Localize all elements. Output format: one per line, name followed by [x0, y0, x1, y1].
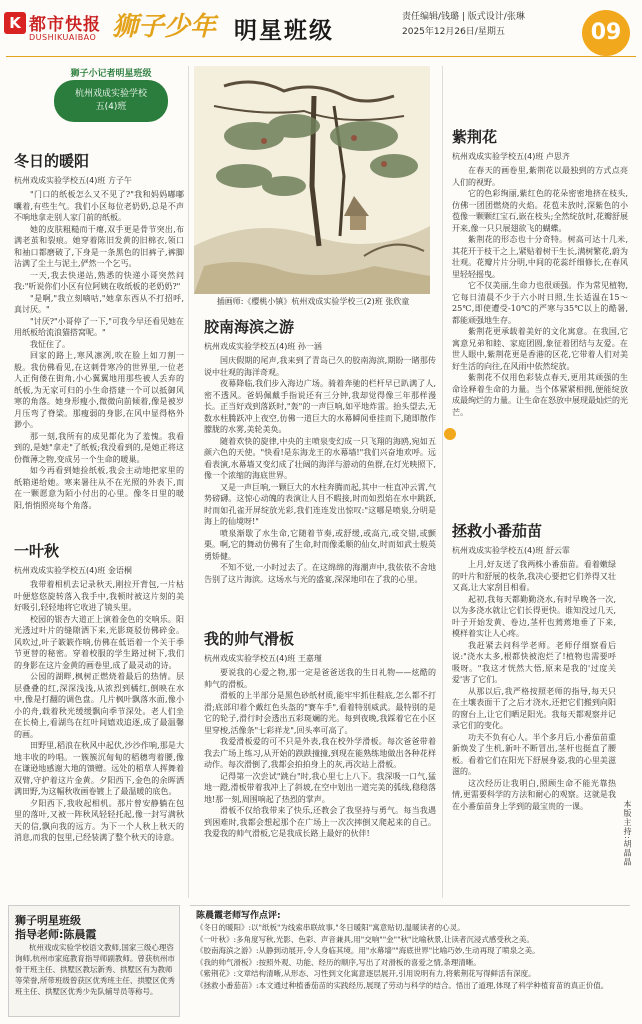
- article-body: [452, 165, 628, 418]
- column-divider: [442, 66, 443, 898]
- paragraph: 她的皮肤粗糙而干瘪,双手更是骨节突出,布满老茧和裂痕。她穿着陈旧发黄的旧棉衣,领口和袖口都磨破了,下身是一条黑色的旧裤子,裤脚沾满了尘土与泥土,俨然一个乞丐。: [14, 224, 184, 268]
- paragraph: 它不仅美丽,生命力也很顽强。作为常见植物,它每日清晨不少于六小时日照,生长适温在15～25℃,即使遭受-10℃的严寒与35℃以上的酷暑,都能顽强地生存。: [452, 281, 628, 325]
- illustration-caption: 插画师:《樱桃小镇》杭州戏成实验学校三(2)班 张欣童: [216, 297, 410, 306]
- column-title: 明星班级: [234, 17, 334, 44]
- brand-title: 狮子少年: [112, 12, 217, 42]
- comment-item: 《胶南海滨之游》:从静到动展开,令人身临其境。用"水幕墙""海底世界"比喻巧妙,生动再现了喷泉之美。: [196, 946, 540, 955]
- paragraph: 紫荆花的形态也十分奇特。树高可达十几米,其花开于枝干之上,紧贴着树干生长,满树繁花,蔚为壮观。花瓣片片分明,中间的花蕊纤细修长,在春风里轻轻摇曳。: [452, 235, 628, 279]
- article-skateboard: [204, 628, 436, 898]
- article-title: 拯救小番茄苗: [452, 522, 543, 540]
- paragraph: 要说我的心爱之物,那一定是爸爸送我的生日礼物——炫酷的帅气的滑板。: [204, 668, 436, 689]
- paragraph: "是啊,"我立刻嘀咕,"她拿东西从不打招呼,真讨厌。": [14, 293, 184, 314]
- article-winter-sun: [14, 150, 184, 530]
- paragraph: 回家的路上,寒风凛冽,吹在脸上如刀割一般。我仿佛看见,在这刺骨寒冷的世界里,一位老人正佝偻在街角,小心翼翼地用那些被人丢弃的纸板,为无家可归的小生命搭建一个可以抵御风寒的角落。她身形瘦小,微微向前倾着,像是被岁月压弯了脊梁。那瘦弱的身影,在风中显得格外渺小。: [14, 351, 184, 429]
- paragraph: 我爱滑板爱的可不只是外表,我在校外学滑板。每次爸爸带着我去广场上练习,从开始的跌跌撞撞,到现在能熟练地做出各种花样动作。每次滑倒了,我都会拍拍身上的灰,再次站上滑板。: [204, 737, 436, 769]
- paragraph: 国庆假期的尾声,我来到了青岛已久的胶南海滨,期盼一睹那传说中壮观的海洋奇观。: [204, 356, 436, 377]
- comment-item: 《冬日的暖阳》:以"纸板"为线索串联故事,"冬日暖阳"寓意贴切,温暖读者的心灵。: [196, 923, 465, 932]
- paragraph: "讨厌?"小哥停了一下,"可我今早还看见她在用纸板给流浪猫搭窝呢。": [14, 316, 184, 337]
- paragraph: 夕阳西下,我收起相机。那片曾安静躺在包里的落叶,又被一阵秋风轻轻托起,像一封写满秋天的信,飘向我的远方。为下一个人秋上秋天的消息,而我的包里,已经装满了整个秋天的诗意。: [14, 798, 184, 842]
- paragraph: 起初,我每天都勤勤浇水,有时早晚各一次,以为多浇水就让它们长得更快。谁知没过几天,叶子开始发黄、卷边,茎杆也蔫蔫地垂了下来,模样着实让人心疼。: [452, 594, 616, 638]
- article-body: [14, 579, 184, 844]
- article-author: 杭州戏成实验学校五(4)班 孙一涵: [204, 342, 322, 351]
- paragraph: 记得第一次尝试"跳台"时,我心里七上八下。我深吸一口气,猛地一蹬,滑板带着我冲上了斜坡,在空中划出一道完美的弧线,稳稳落地!那一刻,周围响起了热烈的掌声。: [204, 771, 436, 804]
- article-title: 一叶秋: [14, 542, 60, 560]
- article-body: [452, 559, 616, 812]
- illustration-painting: [194, 66, 430, 294]
- column-divider: [188, 66, 189, 898]
- paragraph: 我怔住了。: [30, 339, 70, 349]
- article-autumn-leaf: [14, 540, 184, 898]
- paragraph: 紫荆花不仅用色彩装点春天,更用其顽强的生命诠释着生命的力量。当个体紧紧相拥,便能绽放成最绚烂的力量。让生命在怒放中展现最灿烂的光芒。: [452, 373, 628, 417]
- paragraph: 一天,我去快递站,熟悉的快递小哥突然问我:"听说你们小区有位阿姨在收纸板的老奶奶?": [14, 270, 184, 291]
- paragraph: 夜幕降临,我们步入海边广场。骑着奔驰的栏杆早已趴满了人,密不透风。爸妈佩戴手指说还有三分钟,我却觉得像三年那样漫长。正当好戏到落跃时,"轰"的一声巨响,如平地炸雷。抬头望去,无数水柱腾跃冲上夜空,仿佛一道巨大的水幕瞬间垂挂而下,随即散作朦胧的水雾,美轮美奂。: [204, 379, 436, 434]
- paragraph: 滑板不仅给我带来了快乐,还教会了我坚持与勇气。每当我遇到困难时,我都会想起那个在广场上一次次摔倒又爬起来的自己。我爱我的帅气滑板,它是我成长路上最好的伙伴!: [204, 806, 436, 838]
- teacher-profile: [8, 905, 180, 1017]
- paragraph: 如今再看到她捡纸板,我会主动地把家里的纸箱递给她。寒来暑往从不在光照的外表下,而在一颗愿意为陌小付出的心里。像冬日里的暖阳,悄悄照亮每个角落。: [14, 466, 184, 510]
- logo-chinese: 都市快报: [29, 15, 101, 35]
- teacher-name: 指导老师:陈晨霞: [15, 928, 97, 941]
- paragraph: 随着欢快的旋律,中央的主喷泉变幻成一只飞翔的海鸥,宛如五颜六色的天使。"快看!是东海龙王的水幕墙!"我们兴奋地欢呼。远看表演,水幕墙又变幻成了壮阔的海洋与游动的鱼群,在灯光映照下,像一个浓缩的海底世界。: [204, 436, 436, 480]
- article-author: 杭州戏成实验学校五(4)班 卢思齐: [452, 152, 570, 161]
- teacher-comments: [190, 905, 630, 1017]
- paragraph: 在春天的画卷里,紫荆花以最独到的方式点亮人们的视野。: [452, 166, 628, 187]
- article-author: 杭州戏成实验学校五(4)班 王嘉瑾: [204, 654, 322, 663]
- editor-credit: 责任编辑/钱璐 | 版式设计/张琳: [402, 12, 525, 22]
- article-title: 我的帅气滑板: [204, 630, 295, 648]
- article-tomato: [452, 520, 616, 898]
- newspaper-logo: [4, 10, 110, 52]
- paragraph: 校园的银杏大道正上演着金色的交响乐。阳光透过叶片的缝隙洒下来,光影斑驳仿佛碎金。风吹过,叶子簌簌作响,仿佛在低语着一个关于季节更替的秘密。穿着校服的学生路过树下,我们的身影在这片金黄的画卷里,成了最灵动的诗。: [14, 614, 184, 670]
- comment-item: 《一叶秋》:多角度写秋,光影、色彩、声音兼具,用"交响""金""秋"比喻秋景,让读者沉浸式感受秋之美。: [196, 934, 534, 944]
- editor-host-label: 本版主持:胡晶晶: [623, 800, 632, 867]
- article-title: 紫荆花: [452, 128, 498, 146]
- paragraph: "门口的纸板怎么又不见了?"我和妈妈嘟嘟囔着,有些生气。我们小区每位老奶奶,总是不声不响地拿走别人家门前的纸板。: [14, 190, 184, 222]
- issue-date: 2025年12月26日/星期五: [402, 27, 505, 37]
- article-author: 杭州戏成实验学校五(4)班 金语桐: [14, 566, 132, 575]
- paragraph: 我赶紧去问科学老师。老师仔细察看后说:"浇水太多,根都快被泡烂了!植物也需要呼吸呀。"我这才恍然大悟,原来是我的'过度关爱'害了它们。: [452, 640, 616, 684]
- header-divider: [6, 56, 636, 57]
- article-body: [204, 667, 436, 840]
- article-body: [14, 189, 184, 511]
- paragraph: 我带着相机去记录秋天,刚拉开背包,一片枯叶便悠悠旋转落入我手中,我顿时被这片刻的美好吸引,轻轻地将它收进了镜头里。: [14, 580, 184, 612]
- paragraph: 又是一声巨响,一颗巨大的水柱奔腾而起,其中一柱直冲云霄,气势磅礴。这惊心动魄的表演让人目不暇接,时而如烈焰在水中跳跃,时而如孔雀开屏绽放光彩,我们连连发出惊叹:"这哪是喷泉,分明是海上的仙境呀!": [204, 482, 436, 526]
- paragraph: 功夫不负有心人。半个多月后,小番茄苗重新焕发了生机,新叶不断冒出,茎杆也挺直了腰板。看着它们在阳光下舒展身姿,我的心里美滋滋的。: [452, 732, 616, 776]
- paragraph: 这次经历让我明白,照顾生命不能光靠热情,更需要科学的方法和耐心的观察。这就是我在小番茄苗身上学到的最宝贵的一课。: [452, 778, 616, 811]
- article-crape-myrtle: [452, 126, 628, 506]
- paragraph: 那一刻,我所有的成见都化为了羞愧。我看到的,是她"拿走"了纸板;我没看到的,是她正将这份微薄之物,变成另一个生命的暖巢。: [14, 431, 184, 464]
- comment-item: 《紫荆花》:文章结构清晰,从形态、习性到文化寓意逐层展开,引用说明有力,将紫荆花写得鲜活有深度。: [196, 969, 536, 978]
- article-author: 杭州戏成实验学校五(4)班 方子午: [14, 176, 132, 185]
- paragraph: 滑板的上半部分是黑色砂纸材质,能牢牢抓住鞋底,怎么都不打滑;底部印着个戴红色头盔的"赛车手",看着特别威武。最特别的是它的轮子,滑行时会透出五彩斑斓的光。每到夜晚,我踩着它在小区里穿梭,活像条"七彩祥龙",回头率可高了。: [204, 691, 436, 735]
- paragraph: 从那以后,我严格按照老师的指导,每天只在土壤表面干了之后才浇水,还把它们搬到向阳的窗台上,让它们晒足阳光。我每天都观察并记录它们的变化。: [452, 686, 616, 730]
- teacher-bio: 杭州戏成实验学校语文教师,国家三级心理咨询师,杭州市家庭教育指导师副教师。曾获杭州市骨干班主任、拱墅区教坛新秀、拱墅区有为教师等荣誉,所带班级曾获区优秀班主任、拱墅区优秀班主任、拱墅区优秀少先队辅导员等称号。: [15, 943, 175, 996]
- article-title: 胶南海滨之游: [204, 318, 295, 336]
- paragraph: 它的色彩绚丽,紫红色的花朵密密地挤在枝头,仿佛一团团燃烧的火焰。花苞未放时,深紫色的小苞像一颗颗红宝石,嵌在枝头;全然绽放时,花瓣舒展开来,像一只只展翅欲飞的蝴蝶。: [452, 189, 628, 233]
- badge-cloud: [54, 80, 168, 122]
- logo-english: DUSHIKUAIBAO: [29, 33, 97, 42]
- paragraph: 上月,好友送了我两株小番茄苗。看着嫩绿的叶片和舒展的枝条,我决心要把它们养得又壮又高,让大家刮目相看。: [452, 560, 616, 592]
- paragraph: 不知不觉,一小时过去了。在这绵绵的海潮声中,我依依不舍地告别了这片海滨。这场水与光的盛宴,深深地印在了我的心里。: [204, 563, 436, 584]
- comment-item: 《拯救小番茄苗》:本文通过种植番茄苗的实践经历,展现了劳动与科学的结合。悟出了道理,体现了科学种植育苗的真正价值。: [196, 980, 609, 990]
- comments-title: 陈晨霞老师写作点评:: [196, 911, 281, 921]
- article-jiaonan-beach: [204, 316, 436, 616]
- badge-title: 狮子小记者明星班级: [70, 69, 152, 79]
- article-body: [204, 355, 436, 585]
- page-number: 09: [582, 10, 630, 56]
- logo-icon: K: [4, 12, 26, 34]
- class-badge: [36, 66, 186, 124]
- paragraph: 喷泉渐歇了水生命,它随着节奏,或舒缓,或高亢,或交错,或颤栗。啊,它的舞动仿佛有了生命,时而像柔顺的仙女,时而如武士般英勇矫健。: [204, 528, 436, 561]
- article-title: 冬日的暖阳: [14, 152, 90, 170]
- article-author: 杭州戏成实验学校五(4)班 舒云霏: [452, 546, 570, 555]
- page-header: [0, 0, 642, 62]
- paragraph: 田野里,稻浪在秋风中起伏,沙沙作响,那是大地丰收的吟唱。一簇簇沉甸甸的稻穗弯着腰,像在谦逊地感谢大地的馈赠。远处的稻草人挥舞着双臂,守护着这片金黄。夕阳西下,金色的余晖洒满田野,为这幅秋收画卷镀上了最温暖的底色。: [14, 741, 184, 796]
- badge-class: 五(4)班: [95, 102, 127, 112]
- ink-painting-art: [194, 66, 430, 294]
- comment-item: 《我的帅气滑板》:按照外观、功能、经历的顺序,写出了对滑板的喜爱之情,条理清晰。: [196, 957, 481, 967]
- comments-list: [196, 922, 626, 991]
- badge-school: 杭州戏成实验学校: [74, 89, 147, 99]
- paragraph: 紫荆花更承载着美好的文化寓意。在我国,它寓意兄弟和睦、家庭团圆,象征着团结与友爱。在世人眼中,紫荆花更是香港的区花,它带着人们对美好生活的向往,在风雨中依然绽放。: [452, 327, 628, 371]
- paragraph: 公园的湖畔,枫树正燃烧着最后的热情。层层叠叠的红,深深浅浅,从浓烈到橘红,倒映在水中,像是打翻的调色盘。几片枫叶飘落水面,像小小的舟,载着秋光缓缓飘向季节深处。老人们坐在长椅上,看湖鸟在红叶间嬉戏追逐,成了最温馨的画。: [14, 672, 184, 739]
- teacher-heading: 狮子明星班级: [15, 914, 81, 927]
